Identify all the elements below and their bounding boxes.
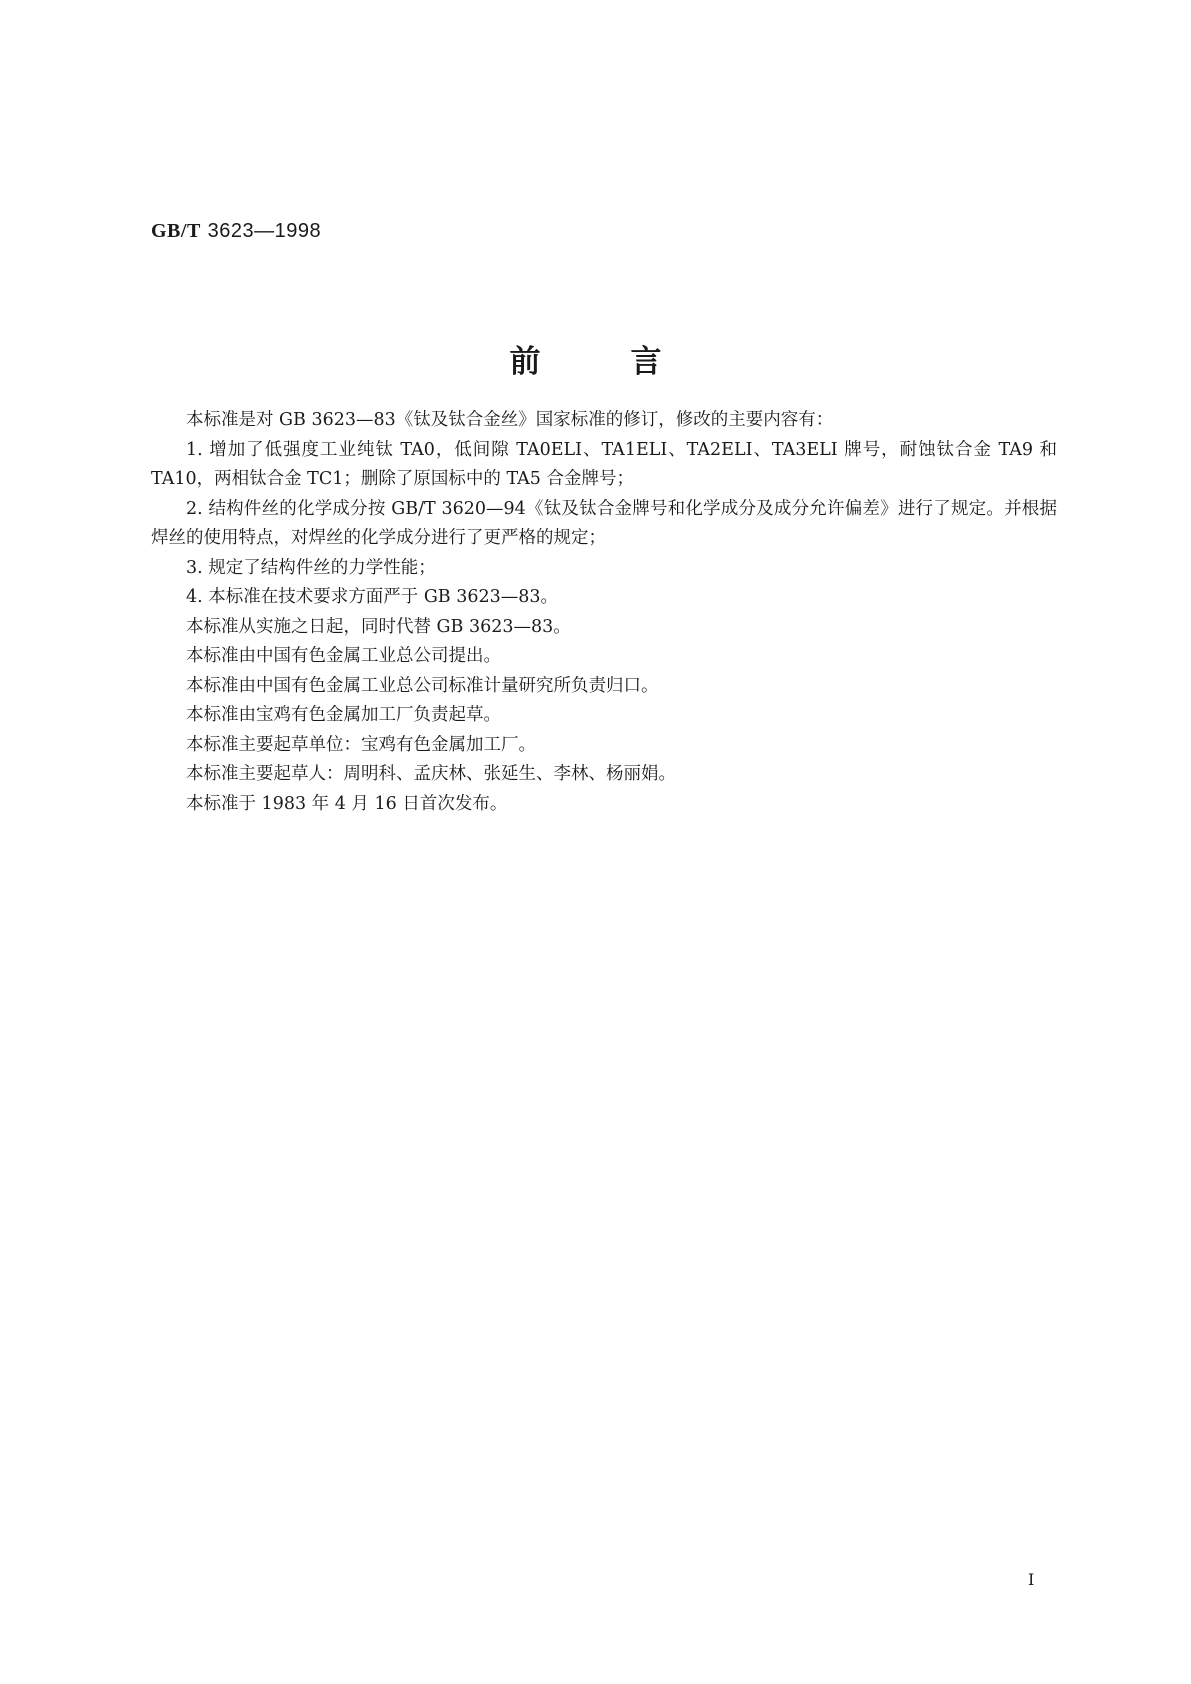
foreword-body: [151, 406, 1057, 819]
standard-code: [151, 218, 321, 243]
paragraph-intro: 本标准是对 GB 3623—83《钛及钛合金丝》国家标准的修订，修改的主要内容有：: [186, 410, 834, 430]
paragraph-item-2: 2. 结构件丝的化学成分按 GB/T 3620—94《钛及钛合金牌号和化学成分及成分允许偏差》进行了规定。并根据焊丝的使用特点，对焊丝的化学成分进行了更严格的规定；: [151, 498, 1057, 548]
paragraph-item-3: 3. 规定了结构件丝的力学性能；: [186, 557, 436, 578]
page-number: I: [1028, 1570, 1035, 1589]
paragraph-administrator: 本标准由中国有色金属工业总公司标准计量研究所负责归口。: [186, 675, 659, 696]
page-title: 前言: [509, 344, 752, 380]
paragraph-first-release: 本标准于 1983 年 4 月 16 日首次发布。: [186, 793, 508, 814]
standard-code-prefix: GB/T: [151, 220, 201, 242]
paragraph-drafting-unit: 本标准主要起草单位：宝鸡有色金属加工厂。: [186, 734, 536, 755]
paragraph-drafters: 本标准主要起草人：周明科、孟庆林、张延生、李林、杨丽娟。: [186, 764, 676, 784]
paragraph-drafting-org: 本标准由宝鸡有色金属加工厂负责起草。: [186, 705, 501, 725]
standard-code-number: 3623—1998: [207, 220, 322, 242]
paragraph-replacement: 本标准从实施之日起，同时代替 GB 3623—83。: [186, 616, 571, 637]
paragraph-item-4: 4. 本标准在技术要求方面严于 GB 3623—83。: [186, 587, 559, 607]
paragraph-proposer: 本标准由中国有色金属工业总公司提出。: [186, 646, 501, 666]
paragraph-item-1: 1. 增加了低强度工业纯钛 TA0，低间隙 TA0ELI、TA1ELI、TA2ELI、TA3ELI 牌号，耐蚀钛合金 TA9 和 TA10，两相钛合金 TC1；删除了原国标中的 TA5 合金牌号；: [151, 439, 1057, 489]
